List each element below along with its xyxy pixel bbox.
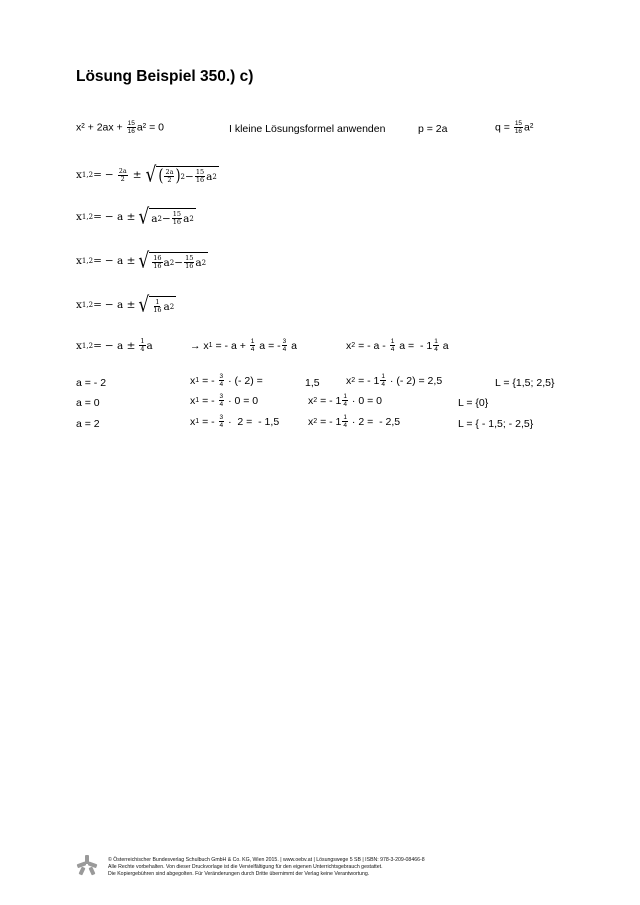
case-a-value: a = 2 <box>76 418 100 430</box>
footer-disclaimer: Die Kopiergebühren sind abgegolten. Für Veränderungen durch Dritte übernimmt der Verlag keine Verantwortung. <box>108 871 370 877</box>
formula-step-3: x 1,2 = − a ± √ $\frac{16}{16}$ a 2 − $\frac{15}{16}$ a 2 <box>76 248 207 274</box>
footer-rights: Alle Rechte vorbehalten. Von dieser Druckvorlage ist die Vervielfältigung für den eigenen Unterrichtsgebrauch gestattet. <box>108 864 383 870</box>
x2-general: x 2 = - a - $\frac{1}{4}$ a = - 1 $\frac{1}{4}$ a <box>346 338 449 353</box>
coef-fraction: $\frac{15}{16}$ <box>127 120 135 135</box>
case-x1: x 1 = - $\frac{3}{4}$ · 0 = 0 <box>190 393 259 408</box>
case-a-value: a = 0 <box>76 397 100 409</box>
case-x1-result: 1,5 <box>305 377 320 389</box>
instruction-text: I kleine Lösungsformel anwenden <box>229 123 386 135</box>
case-solution-set: L = {1,5; 2,5} <box>495 377 555 389</box>
x1-general: → x 1 = - a + $\frac{1}{4}$ a = - $\frac{3}{4}$ a <box>190 338 298 353</box>
oebv-asterisk-logo-icon <box>76 854 98 876</box>
page-title: Lösung Beispiel 350.) c) <box>76 68 254 85</box>
footer-text <box>108 857 425 878</box>
case-solution-set: L = { - 1,5; - 2,5} <box>458 418 534 430</box>
case-x2: x 2 = - 1 $\frac{1}{4}$ · 0 = 0 <box>308 393 382 408</box>
formula-step-5: x 1,2 = − a ± $\frac{1}{4}$ a <box>76 337 153 353</box>
case-x2: x 2 = - 1 $\frac{1}{4}$ · 2 = - 2,5 <box>308 414 401 429</box>
formula-step-1: x 1,2 = − $\frac{2a}{2}$ ± √ ( $\frac{2a}{2}$ ) 2 − $\frac{15}{16}$ a 2 <box>76 162 217 188</box>
case-solution-set: L = {0} <box>458 397 489 409</box>
sqrt-sign: √ ( $\frac{2a}{2}$ ) 2 − $\frac{15}{16}$ a 2 <box>145 162 217 188</box>
formula-step-2: x 1,2 = − a ± √ a 2 − $\frac{15}{16}$ a 2 <box>76 204 194 230</box>
case-x1: x 1 = - $\frac{3}{4}$ · (- 2) = <box>190 373 263 388</box>
footer-copyright: © Österreichischer Bundesverlag Schulbuch GmbH & Co. KG, Wien 2015. | www.oebv.at | Lösungswege 5 SB | ISBN: 978-3-209-08466-8 <box>108 857 425 863</box>
case-a-value: a = - 2 <box>76 377 107 389</box>
p-value: p = 2a <box>418 123 448 135</box>
case-x1: x 1 = - $\frac{3}{4}$ · 2 = - 1,5 <box>190 414 280 429</box>
formula-step-4: x 1,2 = − a ± √ $\frac{1}{16}$ a 2 <box>76 292 175 318</box>
case-x2: x 2 = - 1 $\frac{1}{4}$ · (- 2) = 2,5 <box>346 373 443 388</box>
q-value: q = $\frac{15}{16}$ a² <box>495 120 534 135</box>
given-equation: x² + 2ax + $\frac{15}{16}$ a² = 0 <box>76 120 164 135</box>
